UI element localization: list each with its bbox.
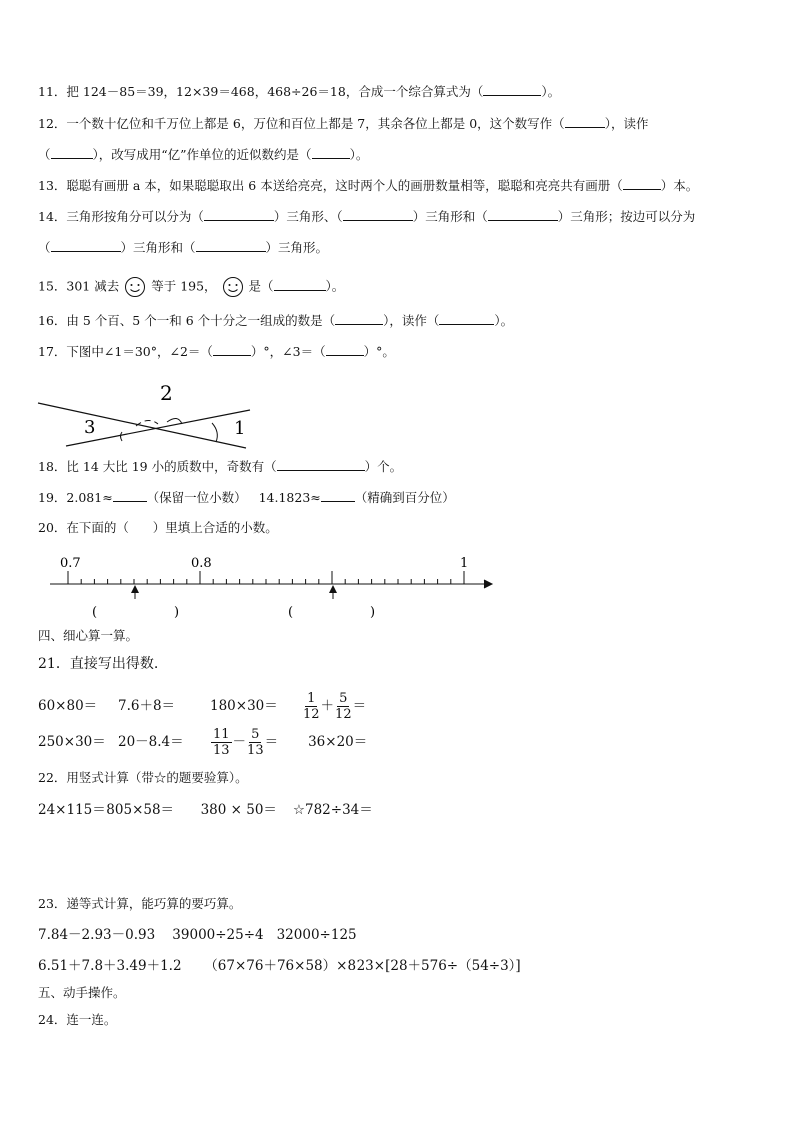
angle-3-arc	[121, 432, 123, 441]
q13-end: ）本。	[660, 178, 699, 193]
question-14-line1	[38, 208, 695, 225]
q15-blank[interactable]	[274, 278, 326, 291]
q11-blank[interactable]	[483, 83, 541, 96]
answer-bracket-2-open: (	[288, 605, 294, 620]
equals-sign: ＝	[352, 698, 367, 714]
answer-bracket-1-close: )	[174, 605, 180, 620]
q14-paren: （	[38, 240, 51, 255]
q22-item: 805×58＝	[106, 802, 175, 818]
fraction: $\frac{11}{13}$	[213, 726, 230, 758]
question-11	[38, 83, 560, 100]
q21-item: 180×30＝	[210, 698, 278, 714]
q14-blank-5[interactable]	[196, 239, 266, 252]
question-24-title: 24．连一连。	[38, 1012, 117, 1027]
q22-item: ☆782÷34＝	[292, 802, 373, 818]
section-5-heading: 五、动手操作。	[38, 985, 126, 1000]
fraction: $\frac{1}{12}$	[303, 690, 320, 722]
question-15	[38, 276, 344, 298]
question-17	[38, 343, 395, 360]
minus-sign: －	[232, 734, 247, 750]
q14-sep1: ）三角形、（	[273, 209, 343, 224]
number-line-label-1: 1	[460, 556, 469, 571]
angle-label-2: 2	[160, 381, 173, 405]
q23-item: 6.51＋7.8＋3.49＋1.2	[38, 958, 182, 974]
question-21-title: 21．直接写出得数.	[38, 656, 159, 672]
q14-text: 14．三角形按角分可以分为（	[38, 209, 204, 224]
q17-blank-2[interactable]	[326, 343, 364, 356]
q18-end: ）个。	[364, 459, 403, 474]
q15-text: 15．301 减去	[38, 278, 120, 294]
q18-blank[interactable]	[277, 458, 365, 471]
question-12-line2	[38, 146, 368, 163]
q16-end: ）。	[494, 313, 514, 328]
equals-sign: ＝	[264, 734, 279, 750]
line-a	[38, 403, 246, 448]
q12-read-label: ），读作	[604, 116, 649, 131]
q19-text-a: 19．2.081≈	[38, 490, 113, 505]
q12-approx-label: ），改写成用“亿”作单位的近似数约是（	[92, 147, 312, 162]
q22-item: 24×115＝	[38, 802, 106, 818]
q14-blank-4[interactable]	[51, 239, 121, 252]
q17-mid: ）°，∠3＝（	[250, 344, 326, 359]
q15-label: 是（	[248, 278, 274, 294]
fraction: $\frac{5}{13}$	[247, 726, 264, 758]
q12-blank-approx[interactable]	[312, 146, 350, 159]
q17-blank-1[interactable]	[213, 343, 251, 356]
q14-blank-1[interactable]	[204, 208, 274, 221]
intersecting-lines-figure	[36, 378, 256, 450]
q15-mid: 等于 195，	[151, 278, 217, 294]
q14-blank-3[interactable]	[488, 208, 558, 221]
q19-text-c: （精确到百分位）	[354, 490, 455, 505]
q21-item: 36×20＝	[308, 734, 368, 750]
q14-sep3: ）三角形；按边可以分为	[557, 209, 696, 224]
q16-mid: ），读作（	[383, 313, 440, 328]
number-line-arrow-icon	[484, 580, 492, 588]
plus-sign: ＋	[320, 698, 335, 714]
q14-end: ）三角形。	[265, 240, 329, 255]
q14-sep2: ）三角形和（	[412, 209, 488, 224]
q21-item: 7.6＋8＝	[118, 698, 176, 714]
pointer-arrow-2	[329, 585, 337, 599]
number-line-label-0.8: 0.8	[191, 556, 212, 571]
q13-text: 13．聪聪有画册 a 本，如果聪聪取出 6 本送给亮亮，这时两个人的画册数量相等，聪聪和亮亮共有画册（	[38, 178, 623, 193]
q23-item: （67×76＋76×58）×8	[204, 958, 357, 974]
q17-text: 17．下图中∠1＝30°，∠2＝（	[38, 344, 213, 359]
number-line-label-0.7: 0.7	[60, 556, 81, 571]
number-line	[40, 553, 500, 623]
q14-blank-2[interactable]	[343, 208, 413, 221]
pointer-arrow-1	[131, 585, 139, 599]
q12-end: ）。	[349, 147, 369, 162]
q23-item: 23×[28＋576÷（54÷3）]	[356, 958, 521, 974]
question-23-row-2	[38, 958, 521, 974]
q14-sep4: ）三角形和（	[120, 240, 196, 255]
q18-text: 18．比 14 大比 19 小的质数中，奇数有（	[38, 459, 277, 474]
question-23-row-1	[38, 927, 357, 943]
q12-blank-write[interactable]	[565, 115, 605, 128]
q16-text: 16．由 5 个百、5 个一和 6 个十分之一组成的数是（	[38, 313, 336, 328]
q16-blank-1[interactable]	[335, 312, 383, 325]
q17-end: ）°。	[363, 344, 395, 359]
number-line-ticks	[68, 571, 464, 584]
q21-item: 20－8.4＝	[118, 734, 184, 750]
q23-item: 32000÷125	[276, 927, 357, 943]
question-22-items	[38, 802, 373, 818]
q23-item: 39000÷25÷4	[172, 927, 264, 943]
q20-text: 20．在下面的（ ）里填上合适的小数。	[38, 520, 278, 535]
angle-label-1: 1	[234, 418, 246, 439]
question-21-row-1	[38, 686, 366, 726]
section-4-heading: 四、细心算一算。	[38, 628, 139, 643]
smiley-face-icon	[221, 276, 245, 298]
q16-blank-2[interactable]	[439, 312, 494, 325]
q23-item: 7.84－2.93－0.93	[38, 927, 156, 943]
q19-blank-2[interactable]	[321, 489, 355, 502]
question-22-title: 22．用竖式计算（带☆的题要验算）。	[38, 770, 248, 785]
q21-item: 250×30＝	[38, 734, 106, 750]
q19-blank-1[interactable]	[113, 489, 147, 502]
question-12-line1	[38, 115, 648, 132]
angle-label-3: 3	[84, 417, 96, 438]
answer-bracket-2-close: )	[370, 605, 376, 620]
question-20	[38, 520, 278, 536]
question-21-row-2	[38, 722, 367, 762]
answer-bracket-1-open: (	[92, 605, 98, 620]
question-18	[38, 458, 402, 475]
question-23-title: 23．递等式计算，能巧算的要巧算。	[38, 896, 242, 911]
q22-item: 380 × 50＝	[200, 802, 277, 818]
question-19	[38, 489, 455, 506]
q11-end: ）。	[541, 84, 561, 99]
angle-1-arc	[212, 423, 217, 442]
q12-text: 12．一个数十亿位和千万位上都是 6，万位和百位上都是 7，其余各位上都是 0，这个数写作（	[38, 116, 565, 131]
question-16	[38, 312, 513, 329]
smiley-face-icon	[123, 276, 147, 298]
q13-blank[interactable]	[623, 177, 661, 190]
question-13	[38, 177, 698, 194]
q12-blank-read[interactable]	[51, 146, 93, 159]
question-14-line2	[38, 239, 328, 256]
q15-end: ）。	[325, 278, 345, 294]
q19-text-b: （保留一位小数） 14.1823≈	[146, 490, 321, 505]
q21-item: 60×80＝	[38, 698, 98, 714]
fraction: $\frac{5}{12}$	[335, 690, 352, 722]
q12-paren: （	[38, 147, 51, 162]
q11-text: 11．把 124－85＝39，12×39＝468，468÷26＝18，合成一个综合算式为（	[38, 84, 484, 99]
